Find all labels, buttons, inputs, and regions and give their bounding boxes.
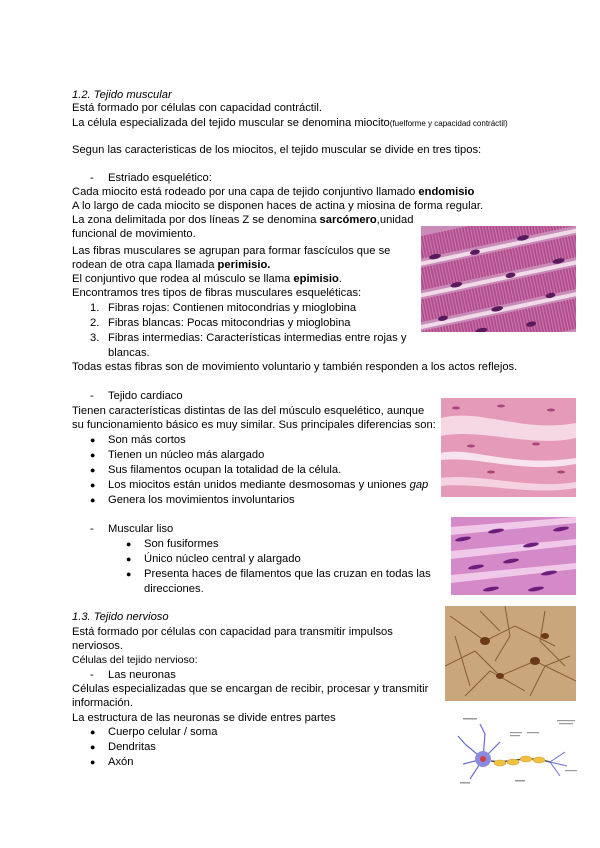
list-item: Los miocitos están unidos mediante desmosomas y uniones gap	[108, 479, 429, 491]
section-heading-tejido-nervioso: 1.3. Tejido nervioso	[72, 611, 169, 623]
paragraph-line: El conjuntivo que rodea al músculo se llama epimisio.	[72, 273, 342, 285]
list-item: Axón	[108, 756, 134, 768]
list-dash: -	[90, 390, 94, 402]
list-item: Fibras intermedias: Características intermedias entre rojas y	[108, 332, 407, 344]
paragraph-line: funcional de movimiento.	[72, 228, 196, 240]
bullet: ●	[90, 495, 96, 505]
paragraph-line: Está formado por células con capacidad contráctil.	[72, 102, 322, 114]
list-item: Único núcleo central y alargado	[144, 553, 301, 565]
paragraph-line: Tienen características distintas de las del músculo esquelético, aunque	[72, 405, 425, 417]
paragraph-line: La célula especializada del tejido muscular se denomina miocito(fuelforme y capacidad contráctil)	[72, 117, 508, 129]
bullet: ●	[90, 742, 96, 752]
paragraph-line: Las fibras musculares se agrupan para formar fascículos que se	[72, 245, 391, 257]
paragraph-line: Está formado por células con capacidad para transmitir impulsos	[72, 626, 393, 638]
bullet: ●	[126, 539, 132, 549]
paragraph-line: nerviosos.	[72, 640, 123, 652]
list-dash: -	[90, 669, 94, 681]
bullet: ●	[90, 450, 96, 460]
list-item: Fibras blancas: Pocas mitocondrias y mioglobina	[108, 317, 351, 329]
paragraph-line: Todas estas fibras son de movimiento voluntario y también responden a los actos reflejos.	[72, 361, 518, 373]
paragraph-line: información.	[72, 697, 133, 709]
subsection-title-cardiaco: Tejido cardiaco	[108, 390, 183, 402]
subsection-title-neuronas: Las neuronas	[108, 669, 176, 681]
list-number: 3.	[90, 332, 100, 344]
list-item: Presenta haces de filamentos que las cruzan en todas las	[144, 568, 431, 580]
neuron-diagram	[455, 714, 585, 792]
bullet: ●	[90, 757, 96, 767]
list-item: Fibras rojas: Contienen mitocondrias y mioglobina	[108, 302, 357, 314]
list-number: 1.	[90, 302, 100, 314]
list-item: Dendritas	[108, 741, 156, 753]
list-item: Cuerpo celular / soma	[108, 726, 218, 738]
skeletal-muscle-micrograph	[421, 226, 576, 332]
list-number: 2.	[90, 317, 100, 329]
list-item-continuation: direcciones.	[144, 583, 204, 595]
bullet: ●	[90, 727, 96, 737]
paragraph-line: Cada miocito está rodeado por una capa de tejido conjuntivo llamado endomisio	[72, 186, 475, 198]
bullet: ●	[90, 465, 96, 475]
paragraph-line: La zona delimitada por dos líneas Z se denomina sarcómero,unidad	[72, 214, 414, 226]
list-item: Genera los movimientos involuntarios	[108, 494, 295, 506]
subsection-title-liso: Muscular liso	[108, 523, 174, 535]
paragraph-line: Células especializadas que se encargan de recibir, procesar y transmitir	[72, 683, 429, 695]
bullet: ●	[90, 480, 96, 490]
list-dash: -	[90, 523, 94, 535]
list-item: Son fusiformes	[144, 538, 219, 550]
paragraph-line: Segun las caracteristicas de los miocitos, el tejido muscular se divide en tres tipos:	[72, 144, 482, 156]
paragraph-line: Encontramos tres tipos de fibras musculares esqueléticas:	[72, 287, 362, 299]
paragraph-line: Células del tejido nervioso:	[72, 654, 198, 666]
paragraph-line: A lo largo de cada miocito se disponen haces de actina y miosina de forma regular.	[72, 200, 484, 212]
list-item: Son más cortos	[108, 434, 186, 446]
nerve-tissue-micrograph	[445, 606, 576, 701]
bullet: ●	[126, 569, 132, 579]
section-heading-tejido-muscular: 1.2. Tejido muscular	[72, 89, 172, 101]
paragraph-line: La estructura de las neuronas se divide entres partes	[72, 712, 336, 724]
list-item-continuation: blancas.	[108, 347, 150, 359]
cardiac-muscle-micrograph	[441, 398, 576, 497]
list-item: Sus filamentos ocupan la totalidad de la célula.	[108, 464, 342, 476]
bullet: ●	[90, 435, 96, 445]
list-item: Tienen un núcleo más alargado	[108, 449, 265, 461]
paragraph-line: su funcionamiento básico es muy similar. Sus principales diferencias son:	[72, 419, 436, 431]
list-dash: -	[90, 172, 94, 184]
paragraph-line: rodean de otra capa llamada perimisio.	[72, 259, 271, 271]
bullet: ●	[126, 554, 132, 564]
subsection-title-estriado: Estriado esquelético:	[108, 172, 212, 184]
smooth-muscle-micrograph	[451, 517, 576, 595]
